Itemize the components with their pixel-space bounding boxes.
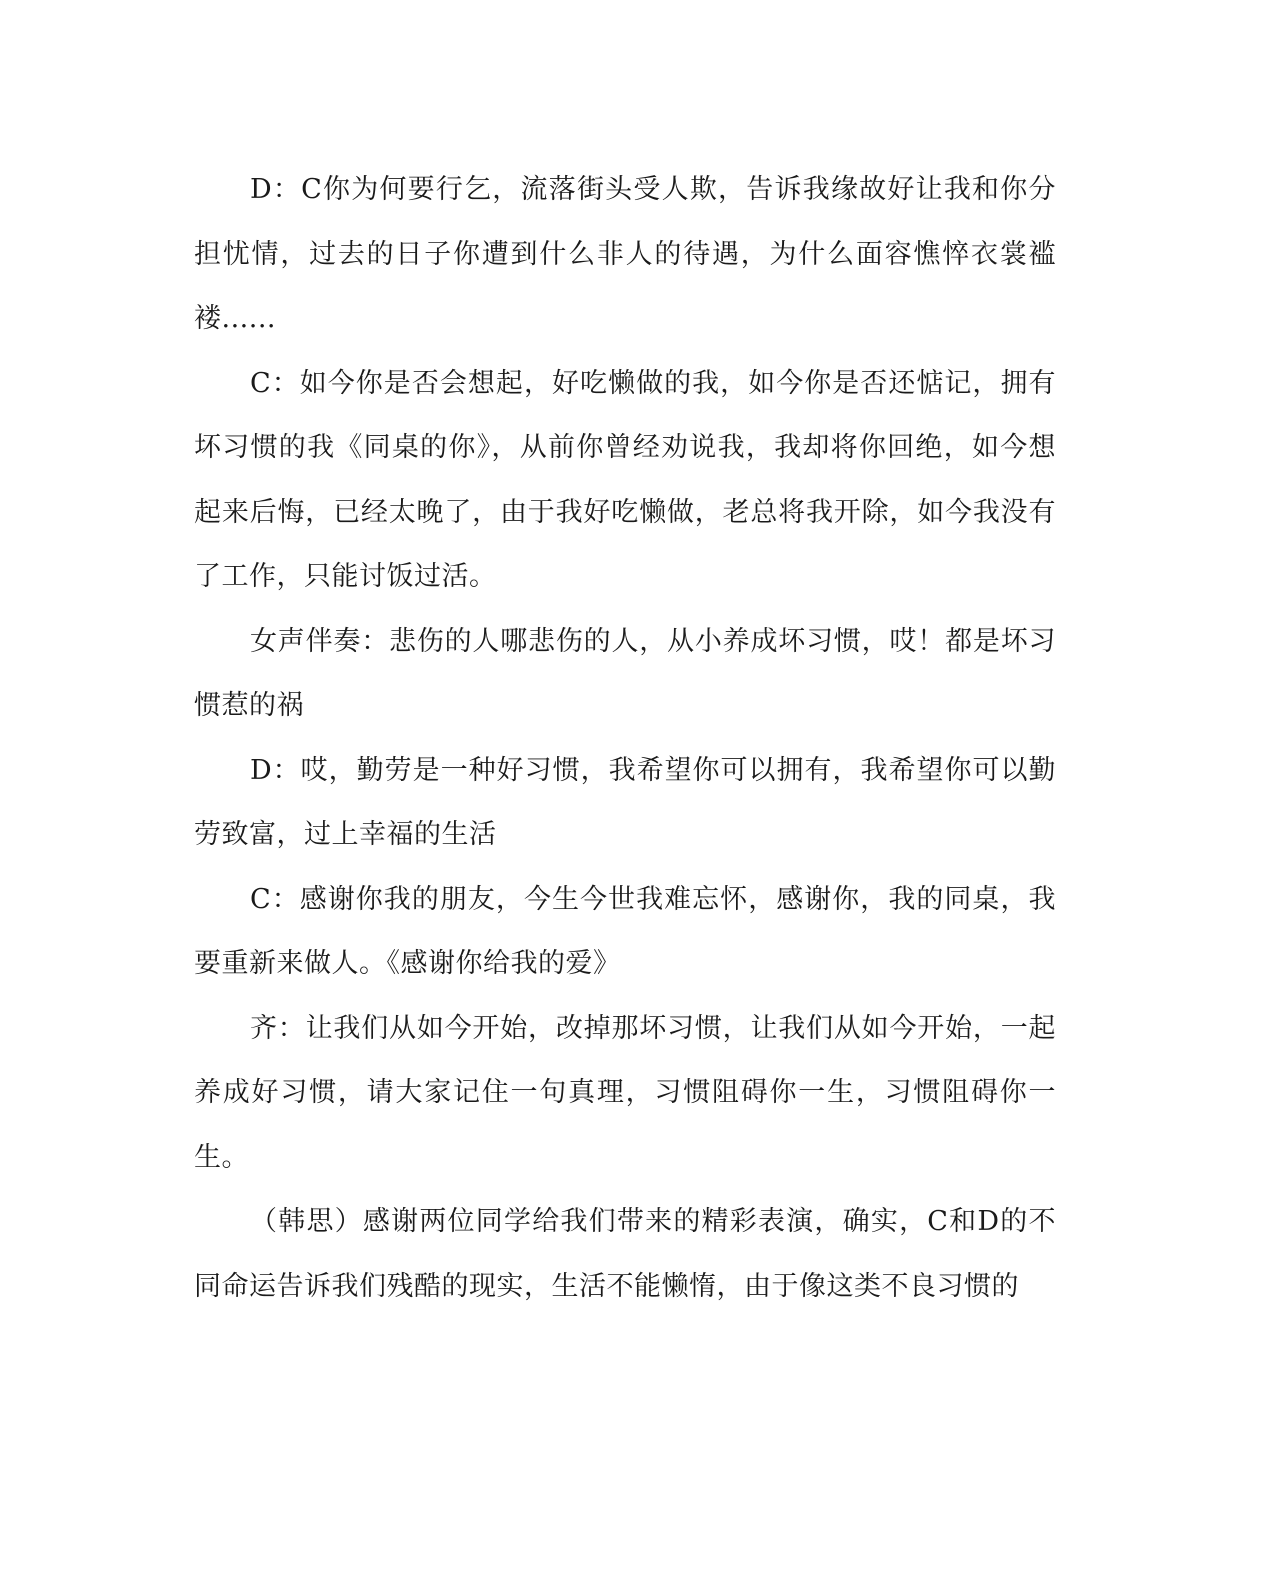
paragraph-d-diligence: D：哎，勤劳是一种好习惯，我希望你可以拥有，我希望你可以勤劳致富，过上幸福的生活 (194, 754, 1056, 850)
paragraph-c-regret: C：如今你是否会想起，好吃懒做的我，如今你是否还惦记，拥有坏习惯的我《同桌的你》，从前你曾经劝说我，我却将你回绝，如今想起来后悔，已经太晚了，由于我好吃懒做，老总将我开除，如今我没有了工作，只能讨饭过活。 (194, 367, 1056, 592)
document-body (194, 158, 1056, 1319)
paragraph-female-chorus: 女声伴奏：悲伤的人哪悲伤的人，从小养成坏习惯，哎！都是坏习惯惹的祸 (194, 625, 1056, 721)
paragraph-hansi-comment: （韩思）感谢两位同学给我们带来的精彩表演，确实，C和D的不同命运告诉我们残酷的现实，生活不能懒惰，由于像这类不良习惯的 (194, 1206, 1056, 1302)
paragraph-c-thanks: C：感谢你我的朋友，今生今世我难忘怀，感谢你，我的同桌，我要重新来做人。《感谢你给我的爱》 (194, 883, 1056, 979)
paragraph-d-asks-c: D：C你为何要行乞，流落街头受人欺，告诉我缘故好让我和你分担忧情，过去的日子你遭到什么非人的待遇，为什么面容憔悴衣裳褴褛...... (194, 174, 1056, 334)
paragraph-all-together: 齐：让我们从如今开始，改掉那坏习惯，让我们从如今开始，一起养成好习惯，请大家记住一句真理，习惯阻碍你一生，习惯阻碍你一生。 (194, 1012, 1056, 1173)
